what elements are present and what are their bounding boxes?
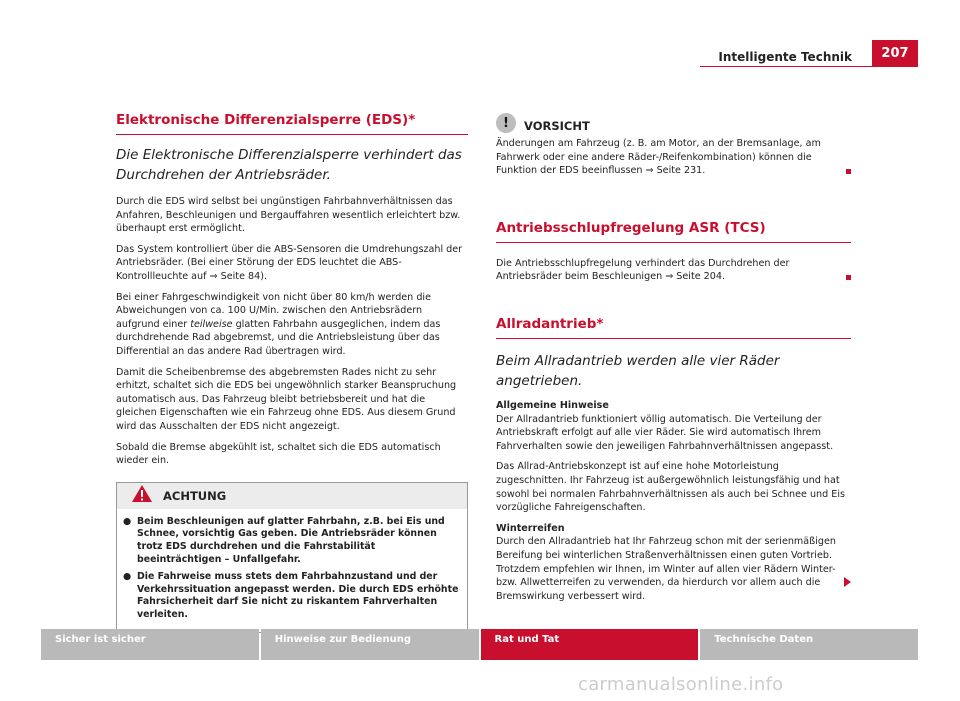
warning-triangle-icon (131, 484, 153, 507)
eds-paragraph: Sobald die Bremse abgekühlt ist, schaltet sich die EDS automatisch wieder ein. (116, 441, 441, 467)
general-notes-label: Allgemeine Hinweise (496, 399, 609, 411)
caution-block (496, 137, 851, 178)
right-column (496, 112, 851, 603)
eds-paragraph: Das System kontrolliert über die ABS-Sensoren die Umdrehungszahl der Antriebsräder. (Bei einer Störung der EDS leuchtet die ABS-Kontrollleuchte auf ⇒ Seite 84). (116, 243, 463, 282)
winter-text: Durch den Allradantrieb hat Ihr Fahrzeug schon mit der serienmäßigen Bereifung bei winterlichen Straßenverhältnissen einen guten Vortrieb. Trotzdem empfehlen wir Ihnen, im Winter auf allen vier Rädern Winter- bzw. Allwetterreifen zu verwenden, da hierdurch vor allem auch die Bremswirkung verbessert wird. (496, 536, 836, 602)
caution-text: Änderungen am Fahrzeug (z. B. am Motor, an der Bremsanlage, am Fahrwerk oder eine andere Räder-/Reifenkombination) können die Funktion der EDS beeinflussen ⇒ Seite 231. (496, 138, 821, 177)
winter-block (496, 535, 851, 603)
tab-technische-daten[interactable]: Technische Daten (700, 629, 918, 660)
para-italic: teilweise (190, 318, 233, 330)
awd-section-title: Allradantrieb* (496, 316, 851, 339)
warning-box (116, 482, 468, 633)
eds-subtitle: Die Elektronische Differenzialsperre verhindert das Durchdrehen der Antriebsräder. (116, 147, 462, 183)
page-number: 207 (872, 40, 918, 67)
warning-body (117, 509, 467, 632)
warning-item (123, 571, 461, 622)
warning-item-text: Die Fahrweise muss stets dem Fahrbahnzustand und der Verkehrssituation angepasst werden. Die durch EDS erhöhte Fahrsicherheit darf Sie nicht zu riskantem Fahrverhalten verleiten. (137, 570, 459, 621)
exclamation-circle-icon: ! (496, 113, 516, 133)
eds-paragraph (116, 291, 468, 359)
bullet-icon: ● (123, 570, 132, 582)
watermark: carmanualsonline.info (578, 674, 784, 695)
awd-subtitle: Beim Allradantrieb werden alle vier Räder angetrieben. (496, 352, 780, 389)
bullet-icon: ● (123, 515, 132, 527)
eds-paragraph: Durch die EDS wird selbst bei ungünstigen Fahrbahnverhältnissen das Anfahren, Beschleunigen und Bergauffahren wesentlich erleichtert bzw. überhaupt erst ermöglicht. (116, 196, 461, 235)
warning-item (123, 516, 461, 567)
warning-header (117, 483, 467, 509)
tab-rat-und-tat[interactable]: Rat und Tat (481, 629, 699, 660)
chapter-tabs (41, 629, 918, 660)
warning-title: ACHTUNG (163, 488, 227, 503)
section-end-marker-icon (846, 169, 851, 174)
caution-header (496, 112, 851, 134)
asr-block (496, 257, 851, 284)
awd-paragraph: Der Allradantrieb funktioniert völlig automatisch. Die Verteilung der Antriebskraft erfolgt auf alle vier Räder. Sie wird automatisch Ihrem Fahrverhalten sowie den jeweiligen Fahrbahnverhältnissen angepasst. (496, 413, 834, 452)
winter-tires-label: Winterreifen (496, 522, 565, 534)
warning-item-text: Beim Beschleunigen auf glatter Fahrbahn, z.B. bei Eis und Schnee, vorsichtig Gas geben. Die Antriebsräder können trotz EDS durchdrehen und die Fahrstabilität beeinträchtigen – Unfallgefahr. (137, 515, 445, 566)
asr-section-title: Antriebsschlupfregelung ASR (TCS) (496, 220, 851, 243)
tab-hinweise-zur-bedienung[interactable]: Hinweise zur Bedienung (261, 629, 479, 660)
awd-paragraph: Das Allrad-Antriebskonzept ist auf eine hohe Motorleistung zugeschnitten. Ihr Fahrzeug ist außergewöhnlich leistungsfähig und hat sowohl bei normalen Fahrbahnverhältnissen als auch bei Schnee und Eis vorzügliche Fahreigenschaften. (496, 461, 845, 514)
eds-section-title: Elektronische Differenzialsperre (EDS)* (116, 112, 468, 135)
header-title: Intelligente Technik (718, 50, 852, 64)
caution-title: VORSICHT (524, 119, 590, 133)
left-column (116, 112, 468, 633)
asr-text: Die Antriebsschlupfregelung verhindert das Durchdrehen der Antriebsräder beim Beschleunigen ⇒ Seite 204. (496, 257, 790, 283)
section-end-marker-icon (846, 275, 851, 280)
continue-arrow-icon (844, 577, 851, 587)
header-rule (700, 66, 872, 67)
eds-paragraph: Damit die Scheibenbremse des abgebremsten Rades nicht zu sehr erhitzt, schaltet sich die EDS bei ungewöhnlich starker Beanspruchung automatisch aus. Das Fahrzeug bleibt betriebsbereit und hat die gleichen Eigenschaften wie ein Fahrzeug ohne EDS. Aus diesem Grund wird das Ausschalten der EDS nicht angezeigt. (116, 366, 457, 432)
para-text: glatten Fahrbahn ausgeglichen, indem das durchdrehende Rad abgebremst, und die Antriebsleistung über das Differential an das andere Rad übertragen wird. (116, 318, 441, 357)
tab-sicher-ist-sicher[interactable]: Sicher ist sicher (41, 629, 259, 660)
para-text: Bei einer Fahrgeschwindigkeit von nicht über 80 km/h werden die Abweichungen von ca. 100 U/Min. zwischen den Antriebsrädern aufgrund einer (116, 291, 431, 330)
